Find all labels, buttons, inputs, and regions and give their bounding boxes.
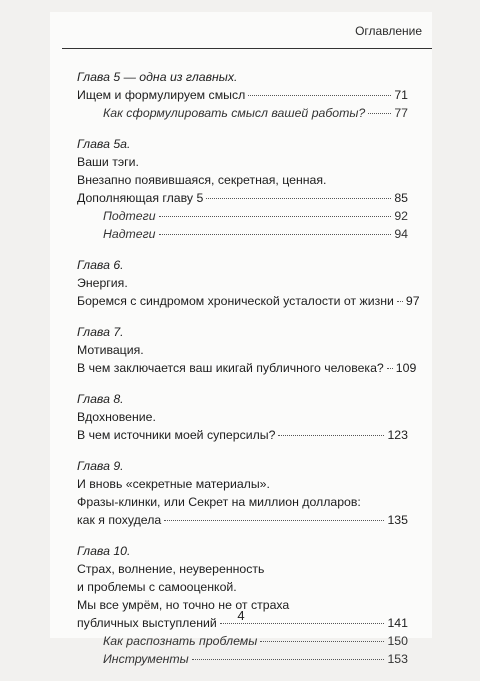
chapter-label: Глава 5 — одна из главных. — [77, 70, 238, 84]
entry-title: Боремся с синдромом хронической усталости от жизни — [77, 294, 394, 308]
page-number: 4 — [237, 608, 245, 623]
chapter-label: Глава 8. — [77, 392, 124, 406]
toc-subentry[interactable] — [77, 632, 408, 650]
chapter-block — [77, 135, 408, 243]
chapter-label: Глава 10. — [77, 544, 131, 558]
entry-title: Как распознать проблемы — [103, 634, 258, 648]
book-page — [50, 12, 432, 666]
chapter-block — [77, 256, 420, 310]
dot-leader — [260, 641, 384, 642]
entry-title: Надтеги — [103, 227, 156, 241]
entry-page-number: 85 — [394, 191, 408, 205]
chapter-block — [77, 323, 417, 377]
entry-title: как я похудела — [77, 513, 162, 527]
toc-subentry[interactable] — [77, 104, 408, 122]
dot-leader — [159, 234, 392, 235]
chapter-label: Глава 9. — [77, 459, 124, 473]
chapter-title-line: и проблемы с самооценкой. — [77, 580, 237, 594]
entry-page-number: 94 — [394, 227, 408, 241]
entry-page-number: 141 — [387, 616, 408, 630]
entry-title: Дополняющая главу 5 — [77, 191, 204, 205]
entry-page-number: 150 — [387, 634, 408, 648]
chapter-label: Глава 6. — [77, 258, 124, 272]
dot-leader — [368, 113, 391, 114]
chapter-title-line: Внезапно появившаяся, секретная, ценная. — [77, 173, 327, 187]
dot-leader — [192, 659, 385, 660]
entry-page-number: 71 — [394, 88, 408, 102]
dot-leader — [159, 216, 392, 217]
entry-title: Подтеги — [103, 209, 156, 223]
entry-title: Как сформулировать смысл вашей работы? — [103, 106, 366, 120]
chapter-title-line: Энергия. — [77, 276, 128, 290]
entry-page-number: 135 — [387, 513, 408, 527]
chapter-title-line: Мотивация. — [77, 343, 144, 357]
running-header: Оглавление — [355, 24, 422, 38]
toc-entry[interactable] — [77, 292, 420, 310]
chapter-block — [77, 542, 408, 668]
toc-subentry[interactable] — [77, 650, 408, 668]
entry-title: В чем заключается ваш икигай публичного человека? — [77, 361, 384, 375]
toc-subentry[interactable] — [77, 207, 408, 225]
dot-leader — [278, 435, 384, 436]
entry-page-number: 77 — [394, 106, 408, 120]
chapter-title-line: И вновь «секретные материалы». — [77, 477, 270, 491]
dot-leader — [387, 368, 393, 369]
entry-page-number: 97 — [405, 294, 420, 308]
toc-entry[interactable] — [77, 189, 408, 207]
toc-entry[interactable] — [77, 511, 408, 529]
chapter-label: Глава 5а. — [77, 137, 131, 151]
entry-page-number: 153 — [387, 652, 408, 666]
dot-leader — [220, 623, 385, 624]
entry-title: В чем источники моей суперсилы? — [77, 428, 276, 442]
chapter-title-line: Мы все умрём, но точно не от страха — [77, 598, 290, 612]
entry-title: публичных выступлений — [77, 616, 217, 630]
toc-entry[interactable] — [77, 359, 417, 377]
entry-page-number: 92 — [394, 209, 408, 223]
chapter-title-line: Фразы-клинки, или Секрет на миллион долларов: — [77, 495, 361, 509]
chapter-block — [77, 390, 408, 444]
dot-leader — [206, 198, 391, 199]
toc-subentry[interactable] — [77, 225, 408, 243]
chapter-label: Глава 7. — [77, 325, 124, 339]
chapter-title-line: Вдохновение. — [77, 410, 156, 424]
entry-page-number: 109 — [395, 361, 417, 375]
entry-page-number: 123 — [387, 428, 408, 442]
dot-leader — [397, 301, 403, 302]
dot-leader — [248, 95, 391, 96]
toc-entry[interactable] — [77, 426, 408, 444]
chapter-block — [77, 457, 408, 529]
table-of-contents — [77, 68, 420, 681]
chapter-title-line: Страх, волнение, неуверенность — [77, 562, 265, 576]
dot-leader — [164, 520, 384, 521]
chapter-title-line: Ваши тэги. — [77, 155, 139, 169]
toc-entry[interactable] — [77, 86, 408, 104]
header-rule — [62, 48, 432, 49]
entry-title: Ищем и формулируем смысл — [77, 88, 246, 102]
entry-title: Инструменты — [103, 652, 189, 666]
chapter-block — [77, 68, 408, 122]
